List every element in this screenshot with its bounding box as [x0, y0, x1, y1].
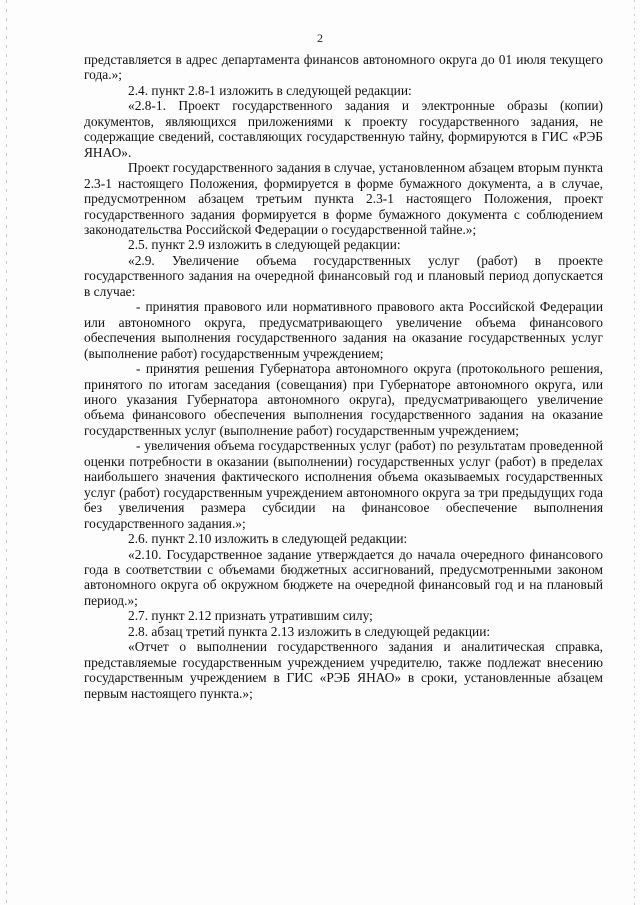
paragraph-item-2-7: 2.7. пункт 2.12 признать утратившим силу;	[128, 608, 373, 624]
document-body	[84, 52, 603, 701]
scan-edge-left	[6, 0, 7, 905]
paragraph-point-2-8-1: «2.8-1. Проект государственного задания и электронные образы (копии) документов, являющихся приложениями к проекту государственного задания, не содержащие сведений, составляющих государственную тайну, формируются в ГИС «РЭБ ЯНАО».	[84, 98, 603, 160]
paragraph-continuation: представляется в адрес департамента финансов автономного округа до 01 июля текущего года.»;	[84, 52, 603, 83]
paragraph-point-2-10: «2.10. Государственное задание утверждается до начала очередного финансового года в соответствии с объемами бюджетных ассигнований, предусмотренными законом автономного округа об окружном бюджете на очередной финансовый год и на плановый период.»;	[84, 546, 603, 608]
paragraph-item-2-4: 2.4. пункт 2.8-1 изложить в следующей редакции:	[128, 82, 412, 98]
paragraph-item-2-5: 2.5. пункт 2.9 изложить в следующей редакции:	[128, 237, 401, 253]
page-number: 2	[317, 31, 323, 45]
scan-edge-right	[634, 0, 635, 905]
paragraph-item-2-8: 2.8. абзац третий пункта 2.13 изложить в следующей редакции:	[128, 623, 491, 639]
list-item-governor-decision: - принятия решения Губернатора автономного округа (протокольного решения, принятого по итогам заседания (совещания) при Губернаторе автономного округа, или иного указания Губернатора автономного округа), предусматривающего увеличение объема финансового обеспечения выполнения государственного задания на оказание государственных услуг (выполнение работ) государственным учреждением;	[84, 361, 603, 438]
paragraph-draft-task-form: Проект государственного задания в случае, установленном абзацем вторым пункта 2.3-1 настоящего Положения, формируется в форме бумажного документа, а в случае, предусмотренном абзацем третьим пункта 2.3-1 настоящего Положения, проект государственного задания формируется в форме бумажного документа с соблюдением законодательства Российской Федерации о государственной тайне.»;	[84, 160, 603, 237]
list-item-legal-act: - принятия правового или нормативного правового акта Российской Федерации или автономного округа, предусматривающего увеличение объема финансового обеспечения выполнения государственного задания на оказание государственных услуг (выполнение работ) государственным учреждением;	[84, 299, 603, 361]
list-item-volume-increase: - увеличения объема государственных услуг (работ) по результатам проведенной оценки потребности в оказании (выполнении) государственных услуг (работ) в пределах наибольшего значения фактического исполнения объема оказываемых государственных услуг (работ) государственным учреждением автономного округа за три предыдущих года без увеличения размера субсидии на финансовое обеспечение выполнения государственного задания.»;	[84, 438, 603, 531]
paragraph-report-clause: «Отчет о выполнении государственного задания и аналитическая справка, представляемые государственным учреждением учредителю, также подлежат внесению государственным учреждением в ГИС «РЭБ ЯНАО» в сроки, установленные абзацем первым настоящего пункта.»;	[84, 639, 603, 701]
paragraph-point-2-9: «2.9. Увеличение объема государственных услуг (работ) в проекте государственного задания на очередной финансовый год и плановый период допускается в случае:	[84, 252, 603, 299]
paragraph-item-2-6: 2.6. пункт 2.10 изложить в следующей редакции:	[128, 531, 408, 547]
